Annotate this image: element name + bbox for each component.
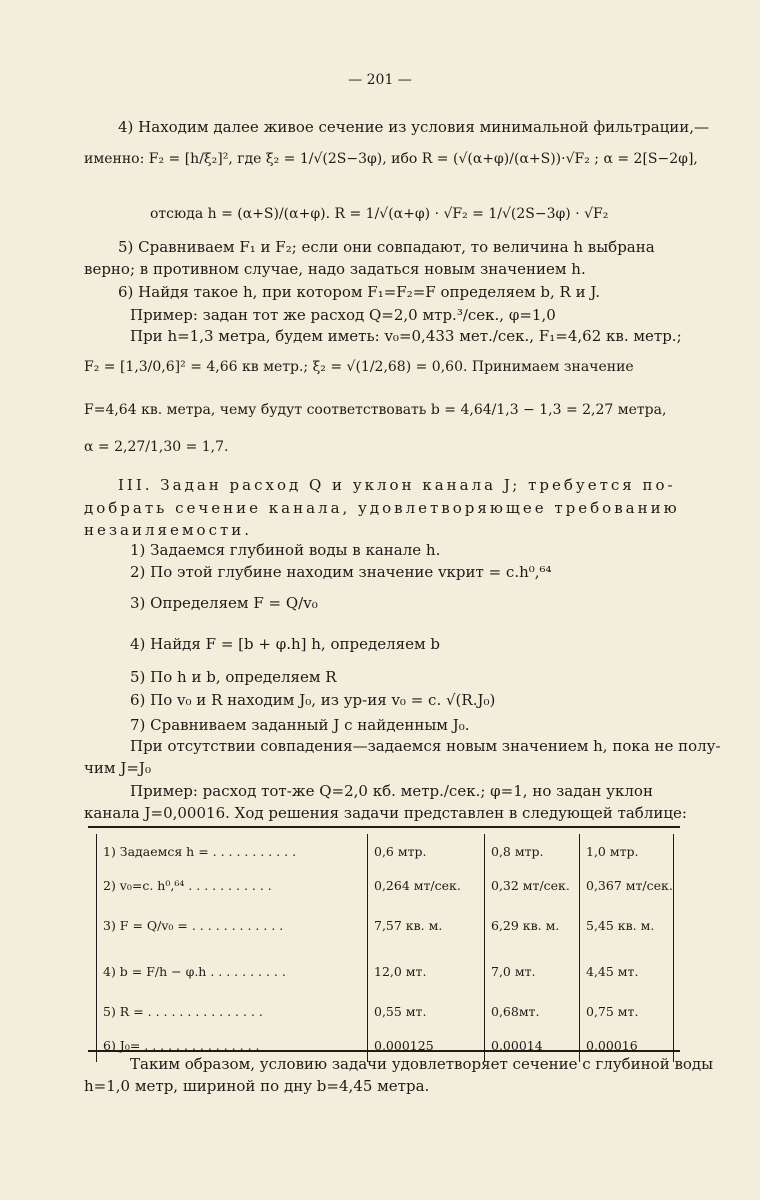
step-1: 1) Задаемся глубиной воды в канале h.	[130, 541, 441, 559]
equation-h-r: отсюда h = (α+S)/(α+φ). R = 1/√(α+φ) · √F₂ = 1/√(2S−3φ) · √F₂	[150, 206, 609, 222]
table-row	[97, 868, 674, 902]
table-row	[97, 902, 674, 948]
table-cell: 0,264 мт/сек.	[368, 868, 485, 902]
example-1-line1: Пример: задан тот же расход Q=2,0 мтр.³/сек., φ=1,0	[130, 306, 556, 324]
table-cell-label: 3) F = Q/v₀ = . . . . . . . . . . . .	[103, 917, 284, 933]
table-cell: 0,68мт.	[485, 994, 580, 1028]
step-6: 6) По v₀ и R находим J₀, из ур-ия v₀ = c. √(R.J₀)	[130, 691, 496, 709]
table-cell: 6,29 кв. м.	[485, 902, 580, 948]
step-2: 2) По этой глубине находим значение vкрит = c.h⁰,⁶⁴	[130, 563, 552, 581]
table-cell: 0,00014	[485, 1028, 580, 1062]
example-1-line5: α = 2,27/1,30 = 1,7.	[84, 439, 229, 455]
equation-f2: именно: F₂ = [h/ξ₂]², где ξ₂ = 1/√(2S−3φ), ибо R = (√(α+φ)/(α+S))·√F₂ ; α = 2[S−2φ],	[84, 151, 698, 167]
table-cell: 0,8 мтр.	[485, 834, 580, 868]
page-number: — 201 —	[348, 72, 412, 88]
table-cell: 1,0 мтр.	[580, 834, 674, 868]
table-cell: 4,45 мт.	[580, 948, 674, 994]
step-4: 4) Найдя F = [b + φ.h] h, определяем b	[130, 635, 440, 653]
example-2-line2: канала J=0,00016. Ход решения задачи представлен в следующей таблице:	[84, 804, 687, 822]
paragraph-5-line2: верно; в противном случае, надо задаться новым значением h.	[84, 260, 586, 278]
table-cell: 0,000125	[368, 1028, 485, 1062]
table-cell: 0,75 мт.	[580, 994, 674, 1028]
table-row	[97, 948, 674, 994]
table-row	[97, 994, 674, 1028]
table-cell-label: 5) R = . . . . . . . . . . . . . . .	[103, 1003, 263, 1019]
table-cell: 0,6 мтр.	[368, 834, 485, 868]
conclusion-line2: h=1,0 метр, шириной по дну b=4,45 метра.	[84, 1077, 430, 1095]
step-7: 7) Сравниваем заданный J с найденным J₀.	[130, 716, 470, 734]
step-5: 5) По h и b, определяем R	[130, 668, 337, 686]
note-line2: чим J=J₀	[84, 759, 151, 777]
table-cell-label: 6) J₀= . . . . . . . . . . . . . . .	[103, 1037, 260, 1053]
example-1-line3: F₂ = [1,3/0,6]² = 4,66 кв метр.; ξ₂ = √(1/2,68) = 0,60. Принимаем значение	[84, 359, 634, 375]
example-2-line1: Пример: расход тот-же Q=2,0 кб. метр./сек.; φ=1, но задан уклон	[130, 782, 653, 800]
table-cell-label: 2) v₀=c. h⁰,⁶⁴ . . . . . . . . . . .	[103, 877, 272, 893]
example-1-line2: При h=1,3 метра, будем иметь: v₀=0,433 мет./сек., F₁=4,62 кв. метр.;	[130, 327, 682, 345]
table-row	[97, 834, 674, 868]
example-1-line4: F=4,64 кв. метра, чему будут соответствовать b = 4,64/1,3 − 1,3 = 2,27 метра,	[84, 402, 667, 418]
table-cell: 5,45 кв. м.	[580, 902, 674, 948]
table-cell: 7,57 кв. м.	[368, 902, 485, 948]
table-cell-label: 4) b = F/h − φ.h . . . . . . . . . .	[103, 963, 286, 979]
table-cell-label: 1) Задаемся h = . . . . . . . . . . .	[103, 843, 297, 859]
table-cell: 12,0 мт.	[368, 948, 485, 994]
table-cell: 0,55 мт.	[368, 994, 485, 1028]
section-3-heading-line2: добрать сечение канала, удовлетворяющее требованию	[84, 499, 680, 517]
conclusion-line1: Таким образом, условию задачи удовлетворяет сечение с глубиной воды	[130, 1055, 714, 1073]
paragraph-4-intro: 4) Находим далее живое сечение из условия минимальной фильтрации,—	[118, 118, 710, 136]
step-3: 3) Определяем F = Q/v₀	[130, 594, 318, 612]
paragraph-6: 6) Найдя такое h, при котором F₁=F₂=F определяем b, R и J.	[118, 283, 600, 301]
table-cell: 0,32 мт/сек.	[485, 868, 580, 902]
table-cell: 0,367 мт/сек.	[580, 868, 674, 902]
section-3-heading-line3: незаиляемости.	[84, 521, 253, 539]
paragraph-5-line1: 5) Сравниваем F₁ и F₂; если они совпадают, то величина h выбрана	[118, 238, 655, 256]
table-cell: 0,00016	[580, 1028, 674, 1062]
solution-table	[88, 826, 680, 1052]
note-line1: При отсутствии совпадения—задаемся новым значением h, пока не полу-	[130, 737, 721, 755]
section-3-heading-line1: III. Задан расход Q и уклон канала J; требуется по-	[118, 476, 676, 494]
table-cell: 7,0 мт.	[485, 948, 580, 994]
